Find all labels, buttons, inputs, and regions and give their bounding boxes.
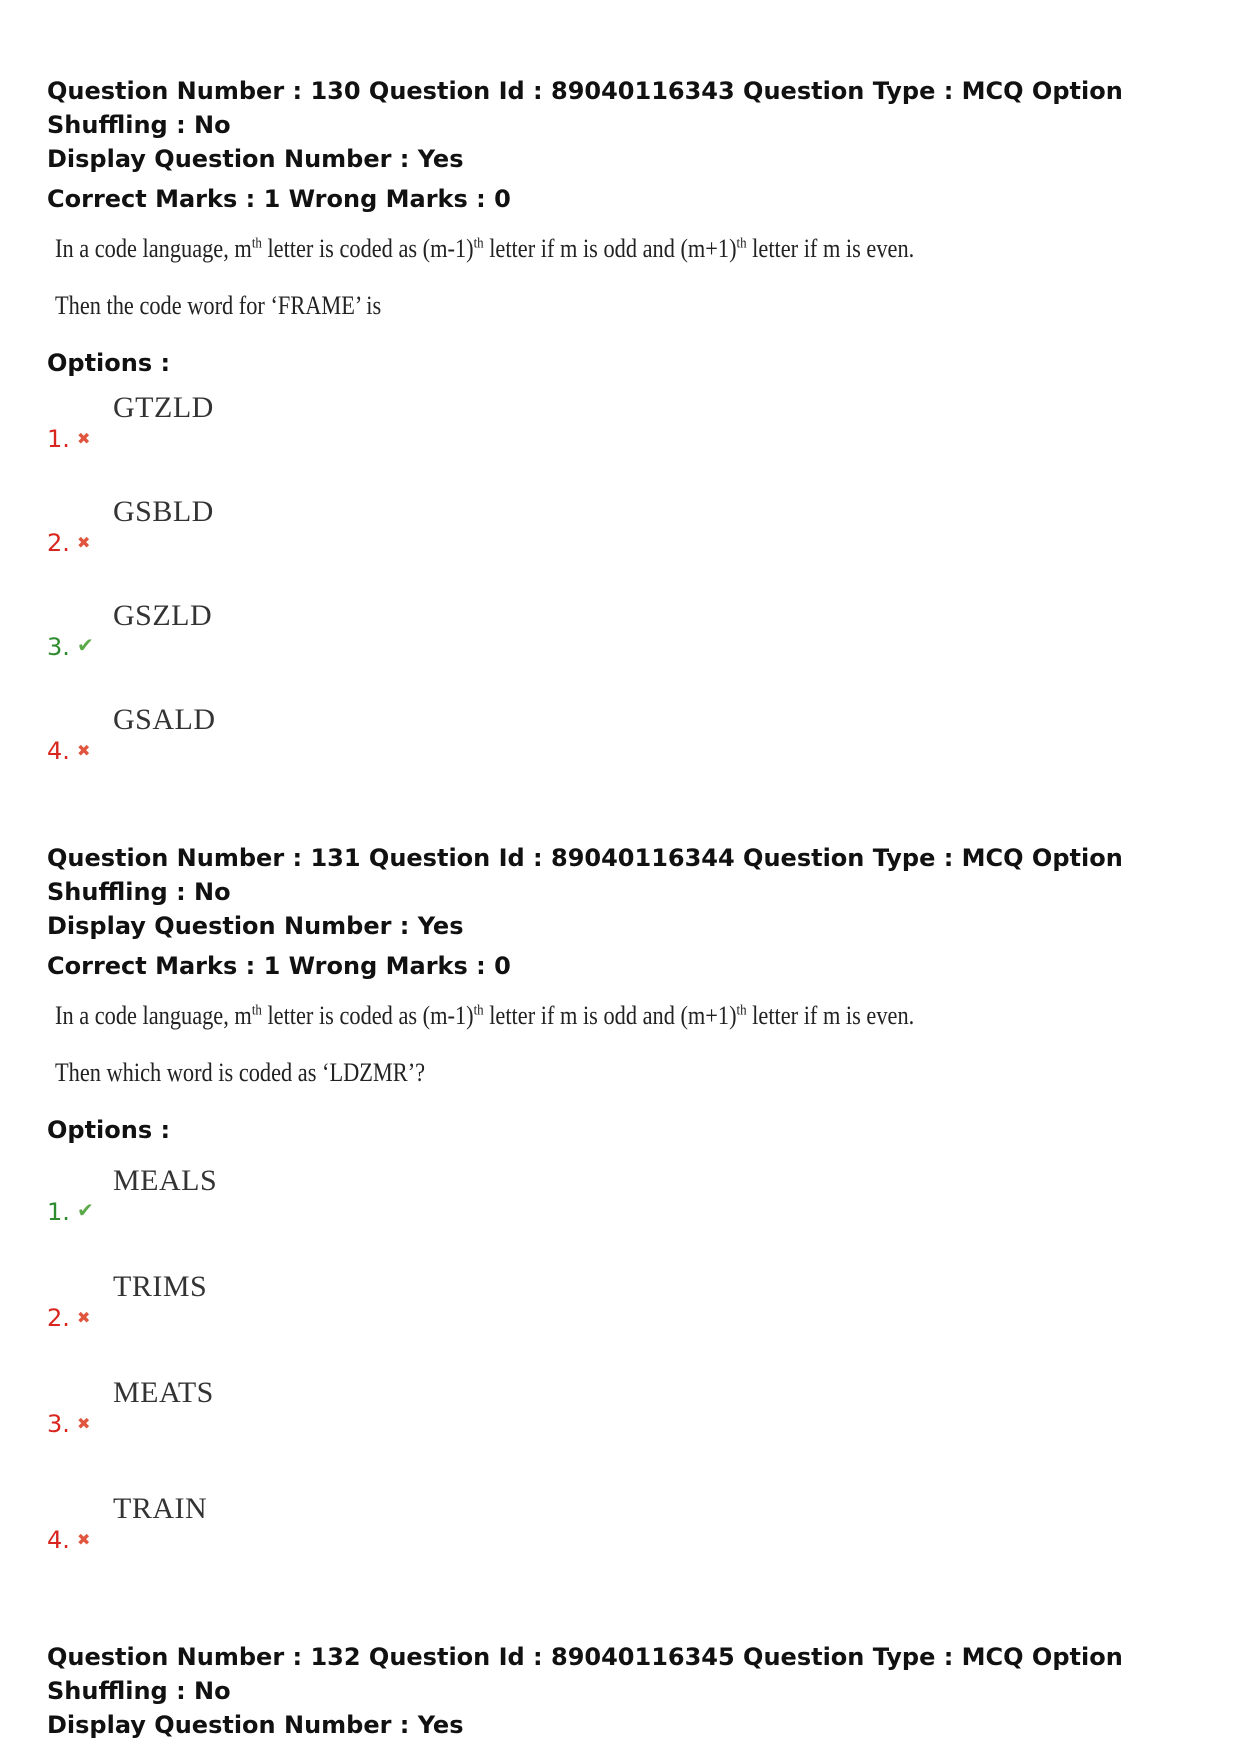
- option-text: MEATS: [113, 1376, 214, 1409]
- option-4: [47, 1486, 1207, 1590]
- option-number: 3.: [47, 1410, 70, 1438]
- question-132: [47, 1640, 1207, 1742]
- cross-icon: ✖: [77, 741, 91, 760]
- question-stem: In a code language, $m^{th}$ letter is coded as $(m-1)^{th}$ letter if m is odd and $(m+1)^{th}$ letter if m is even.: [55, 234, 915, 263]
- cross-icon: ✖: [77, 1530, 91, 1549]
- option-number: 2.: [47, 529, 70, 557]
- question-stem-line2: Then which word is coded as ‘LDZMR’?: [55, 1058, 426, 1087]
- option-text: GTZLD: [113, 391, 214, 424]
- options-label: Options :: [47, 1116, 171, 1144]
- option-text: TRAIN: [113, 1492, 208, 1525]
- options-list: [47, 1158, 1207, 1590]
- option-number: 1.: [47, 1198, 70, 1226]
- display-question-number: Display Question Number : Yes: [47, 1711, 464, 1739]
- option-text: MEALS: [113, 1164, 218, 1197]
- options-label: Options :: [47, 349, 171, 377]
- question-header: Question Number : 130 Question Id : 89040116343 Question Type : MCQ Option Shuffling : No: [47, 77, 1123, 139]
- cross-icon: ✖: [77, 1414, 91, 1433]
- cross-icon: ✖: [77, 429, 91, 448]
- question-131: [47, 841, 1207, 1590]
- marks-info: Correct Marks : 1 Wrong Marks : 0: [47, 185, 511, 213]
- options-list: [47, 385, 1207, 801]
- option-2: [47, 489, 1207, 593]
- option-4: [47, 697, 1207, 801]
- option-3: [47, 1370, 1207, 1486]
- option-3: [47, 593, 1207, 697]
- cross-icon: ✖: [77, 533, 91, 552]
- cross-icon: ✖: [77, 1308, 91, 1327]
- option-number: 4.: [47, 1526, 70, 1554]
- option-text: GSBLD: [113, 495, 214, 528]
- option-2: [47, 1264, 1207, 1370]
- display-question-number: Display Question Number : Yes: [47, 912, 464, 940]
- option-text: TRIMS: [113, 1270, 208, 1303]
- marks-info: Correct Marks : 1 Wrong Marks : 0: [47, 952, 511, 980]
- question-stem-line2: Then the code word for ‘FRAME’ is: [55, 291, 382, 320]
- option-1: [47, 1158, 1207, 1264]
- question-header: Question Number : 131 Question Id : 89040116344 Question Type : MCQ Option Shuffling : No: [47, 844, 1123, 906]
- check-icon: ✔: [77, 1198, 94, 1222]
- question-stem: In a code language, $m^{th}$ letter is coded as $(m-1)^{th}$ letter if m is odd and $(m+1)^{th}$ letter if m is even.: [55, 1001, 915, 1030]
- question-header: Question Number : 132 Question Id : 89040116345 Question Type : MCQ Option Shuffling : No: [47, 1643, 1123, 1705]
- question-130: [47, 74, 1207, 801]
- option-number: 2.: [47, 1304, 70, 1332]
- display-question-number: Display Question Number : Yes: [47, 145, 464, 173]
- option-number: 1.: [47, 425, 70, 453]
- option-text: GSALD: [113, 703, 216, 736]
- option-number: 3.: [47, 633, 70, 661]
- option-number: 4.: [47, 737, 70, 765]
- check-icon: ✔: [77, 633, 94, 657]
- option-1: [47, 385, 1207, 489]
- option-text: GSZLD: [113, 599, 213, 632]
